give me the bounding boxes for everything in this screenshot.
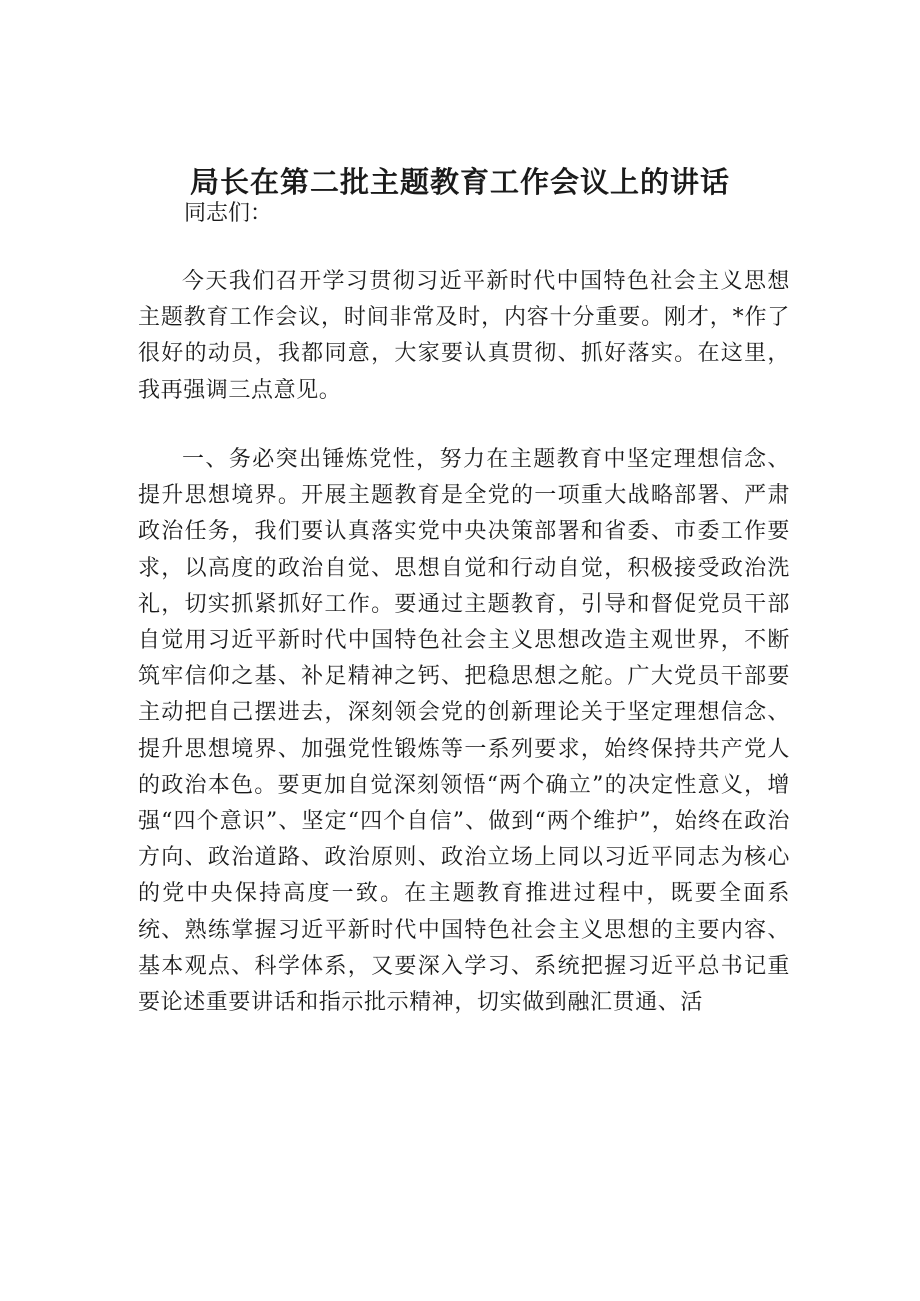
- paragraph-intro: 今天我们召开学习贯彻习近平新时代中国特色社会主义思想主题教育工作会议，时间非常及时，内容十分重要。刚才，*作了很好的动员，我都同意，大家要认真贯彻、抓好落实。在这里，我再强调三点意见。: [138, 269, 790, 403]
- salutation: 同志们：: [184, 201, 273, 226]
- document-title: 局长在第二批主题教育工作会议上的讲话: [189, 165, 730, 199]
- paragraph-section-one: 一、务必突出锤炼党性，努力在主题教育中坚定理想信念、提升思想境界。开展主题教育是全党的一项重大战略部署、严肃政治任务，我们要认真落实党中央决策部署和省委、市委工作要求，以高度的政治自觉、思想自觉和行动自觉，积极接受政治洗礼，切实抓紧抓好工作。要通过主题教育，引导和督促党员干部自觉用习近平新时代中国特色社会主义思想改造主观世界，不断筑牢信仰之基、补足精神之钙、把稳思想之舵。广大党员干部要主动把自己摆进去，深刻领会党的创新理论关于坚定理想信念、提升思想境界、加强党性锻炼等一系列要求，始终保持共产党人的政治本色。要更加自觉深刻领悟“两个确立”的决定性意义，增强“四个意识”、坚定“四个自信”、做到“两个维护”，始终在政治方向、政治道路、政治原则、政治立场上同以习近平同志为核心的党中央保持高度一致。在主题教育推进过程中，既要全面系统、熟练掌握习近平新时代中国特色社会主义思想的主要内容、基本观点、科学体系，又要深入学习、系统把握习近平总书记重要论述重要讲话和指示批示精神，切实做到融汇贯通、活: [138, 447, 790, 1016]
